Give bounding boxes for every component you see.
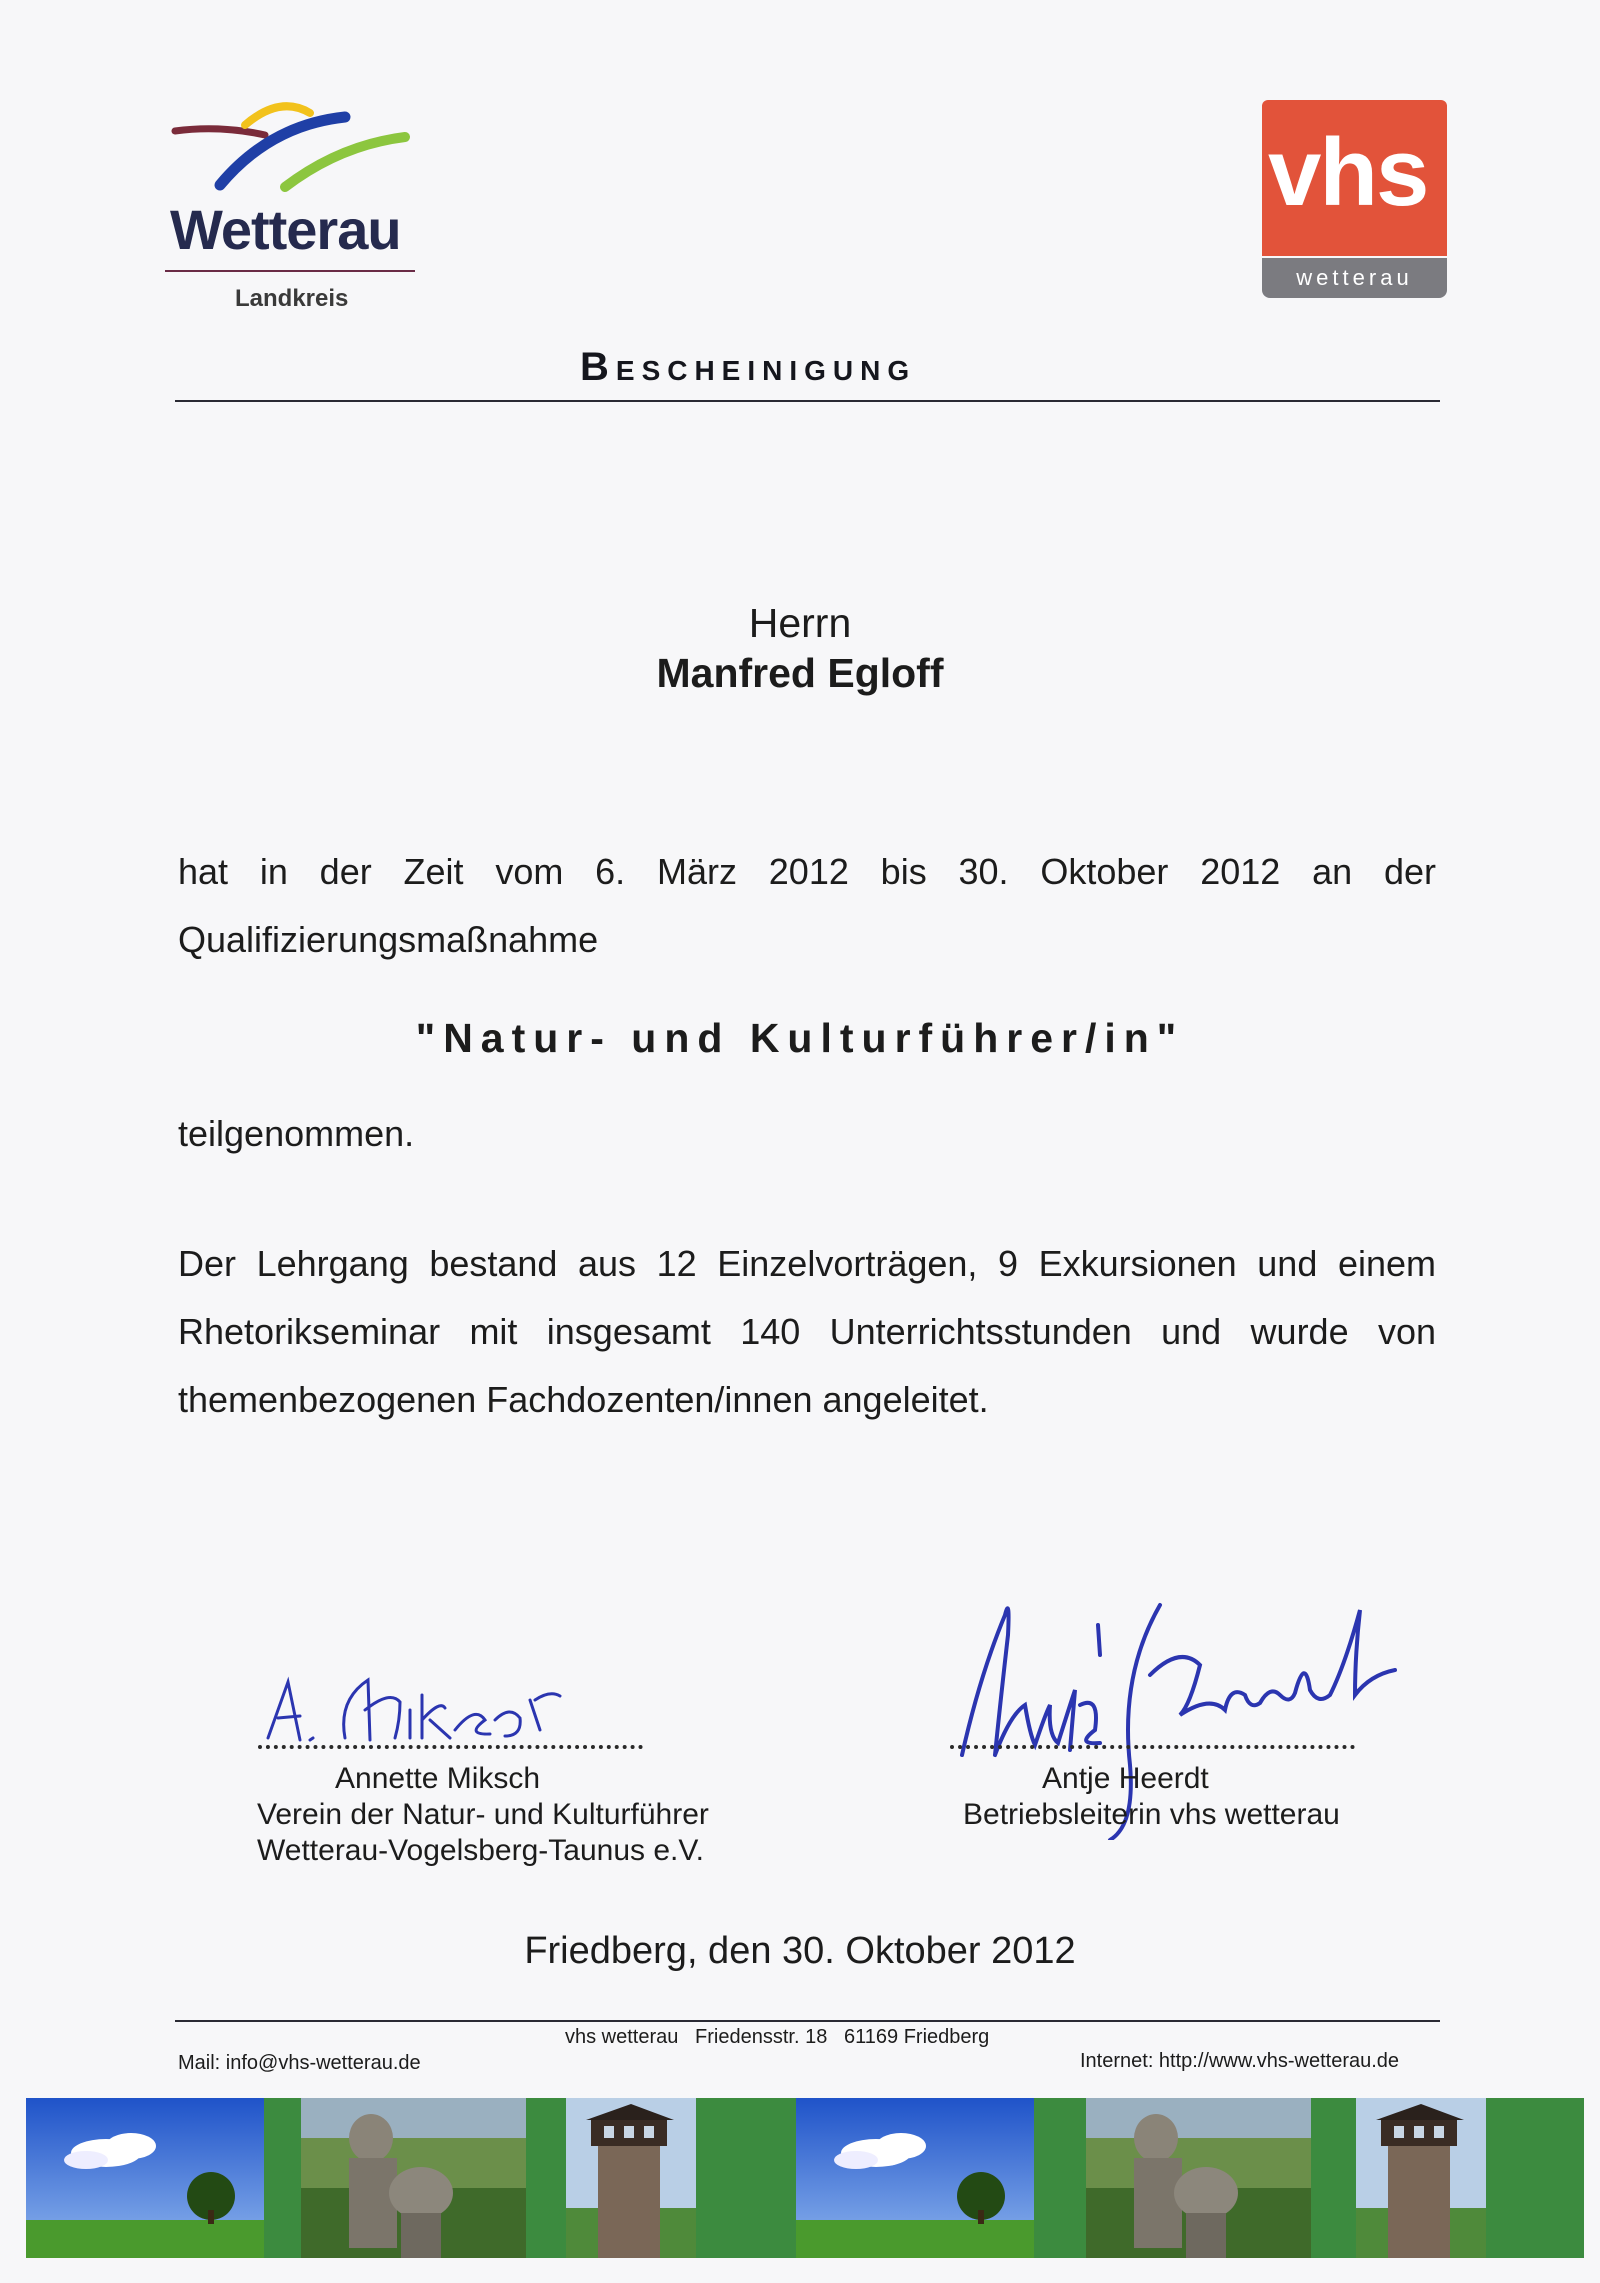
place-date: Friedberg, den 30. Oktober 2012 xyxy=(524,1930,1076,1972)
vhs-wordmark: vhs xyxy=(1268,119,1428,226)
signatory-1-role-2: Wetterau-Vogelsberg-Taunus e.V. xyxy=(257,1834,704,1867)
signature-miksch xyxy=(250,1660,610,1750)
footer-divider xyxy=(175,2020,1440,2022)
body-paragraph-3: Der Lehrgang bestand aus 12 Einzelvorträgen, 9 Exkursionen und einem Rhetorikseminar mit insgesamt 140 Unterrichtsstunden und wurde von themenbezogenen Fachdozenten/innen angeleitet. xyxy=(178,1243,1436,1420)
wetterau-wordmark: Wetterau xyxy=(170,198,401,261)
photo-statue xyxy=(301,2098,526,2258)
footer-internet: Internet: http://www.vhs-wetterau.de xyxy=(1080,2050,1400,2072)
salutation: Herrn xyxy=(748,600,852,646)
signature-line-left xyxy=(258,1745,643,1749)
photo-landscape xyxy=(26,2098,264,2258)
recipient-name: Manfred Egloff xyxy=(656,650,944,696)
title-divider xyxy=(175,400,1440,402)
wetterau-logo xyxy=(160,95,430,325)
photo-tower xyxy=(566,2098,696,2258)
wetterau-swoosh-icon xyxy=(160,95,430,195)
body-paragraph-2: teilgenommen. xyxy=(178,1113,415,1154)
vhs-logo xyxy=(1262,100,1447,300)
signatory-1-role: Verein der Natur- und Kulturführer xyxy=(257,1798,709,1831)
course-title: "Natur- und Kulturführer/in" xyxy=(415,1015,1185,1061)
logo-rule xyxy=(165,270,415,272)
signatory-1-name: Annette Miksch xyxy=(335,1762,541,1795)
body-paragraph-1: hat in der Zeit vom 6. März 2012 bis 30. Oktober 2012 an der Qualifizierungsmaßnahme xyxy=(178,851,1436,960)
vhs-subtitle: wetterau xyxy=(1262,258,1447,298)
photo-strip xyxy=(26,2098,1584,2258)
vhs-logo-box xyxy=(1262,100,1447,256)
signature-line-right xyxy=(950,1745,1355,1749)
footer-address: vhs wetterau Friedensstr. 18 61169 Friedberg xyxy=(565,2026,990,2048)
footer-mail: Mail: info@vhs-wetterau.de xyxy=(178,2052,421,2074)
photo-statue-2 xyxy=(1086,2098,1311,2258)
document-title: Bescheinigung xyxy=(580,345,917,389)
photo-landscape-2 xyxy=(796,2098,1034,2258)
wetterau-subtitle: Landkreis xyxy=(235,285,349,312)
signatory-2-role: Betriebsleiterin vhs wetterau xyxy=(963,1798,1340,1831)
signatory-2-name: Antje Heerdt xyxy=(1042,1762,1209,1795)
photo-tower-2 xyxy=(1356,2098,1486,2258)
